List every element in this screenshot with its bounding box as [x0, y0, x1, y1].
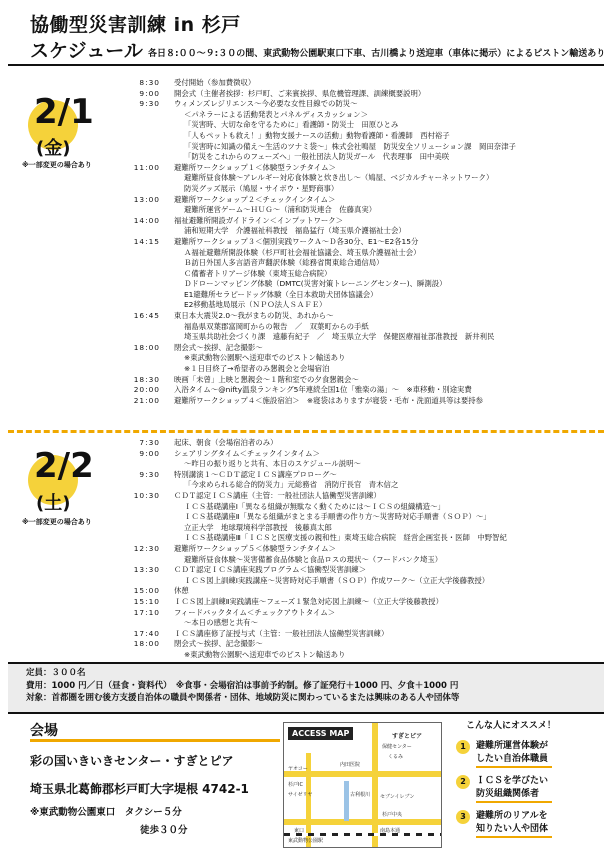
venue-underline [30, 739, 280, 742]
schedule-time: 10:30 [133, 490, 160, 500]
schedule-row [100, 78, 516, 89]
header-divider [8, 64, 604, 66]
schedule-time [100, 184, 174, 195]
day2-date: 2/2 [34, 446, 94, 486]
schedule-text: ＩＣＳ基礎講座Ⅲ「ＩＣＳと医療支援の親和性」東埼玉総合病院 経営企画室長・医師 中野智紀 [184, 533, 507, 543]
recommend-line: 避難所のリアルを [476, 811, 548, 821]
number-badge: 3 [456, 810, 470, 824]
schedule-row [100, 269, 516, 280]
map-label: サイゼリヤ [288, 792, 313, 798]
schedule-text: 起床、朝食（会場宿泊者のみ） [174, 438, 278, 447]
recommend-line: ＩＣＳを学びたい [476, 776, 549, 786]
schedule-time: 11:00 [133, 162, 160, 172]
target-text: 対象：首都圏を囲む後方支援自治体の職員や関係者・団体、地域防災に関わっているまたは興味のある人や団体等 [26, 693, 460, 703]
schedule-text: 閉会式〜挨拶、記念撮影〜 [174, 342, 263, 352]
venue-access-taxi: ※東武動物公園東口 タクシー５分 [30, 807, 182, 818]
map-label: セブンイレブン [380, 794, 415, 800]
recommend-line: したい自治体職員 [476, 754, 549, 764]
schedule-text: 避難所運営ゲーム〜ＨＵＧ〜（浦和防災連合 佐藤真実） [184, 205, 377, 215]
map-label: 南島本通 [380, 828, 401, 834]
recommend-underline [476, 801, 552, 803]
schedule-time [100, 300, 174, 311]
schedule-text: 「災害時、大切な命を守るために」看護師・防災士 田原ひとみ [184, 120, 399, 130]
schedule-row [100, 279, 516, 290]
schedule-time: 14:00 [133, 215, 160, 225]
schedule-text: ＩＣＳ図上訓練Ⅱ実践講座〜フェーズ１緊急対応図上訓練〜（立正大学後藤教授） [174, 596, 443, 606]
schedule-row [100, 152, 516, 163]
schedule-time: 13:30 [133, 565, 160, 575]
recommend-heading: こんな人にオススメ！ [466, 721, 556, 731]
schedule-heading: スケジュール [30, 40, 143, 62]
schedule-text: 「災害時に知識の備え〜生活のツナミ袋〜」株式会社鳴屋 防災安全ソリューション課 岡田奈津子 [184, 141, 516, 151]
schedule-row [100, 586, 507, 597]
schedule-time [100, 226, 174, 237]
schedule-row [100, 163, 516, 174]
day1-weekday: (金) [36, 138, 71, 159]
schedule-row [100, 576, 507, 587]
map-river [344, 781, 349, 821]
schedule-time [100, 618, 174, 629]
schedule-time [100, 512, 174, 523]
access-map [283, 722, 442, 848]
schedule-time: 9:00 [139, 88, 160, 98]
schedule-row [100, 89, 516, 100]
schedule-row [100, 173, 516, 184]
schedule-text: 〜昨日の振り返りと共有、本日のスケジュール説明〜 [184, 459, 361, 469]
schedule-time: 15:00 [133, 586, 160, 596]
schedule-text: 避難所ワークショップ１＜体験型ランチタイム＞ [174, 162, 336, 172]
schedule-time: 8:30 [139, 78, 160, 87]
schedule-time: 18:30 [133, 374, 160, 384]
schedule-time: 18:00 [133, 342, 160, 352]
schedule-text: E2移動基地局展示（ＮＰＯ法人ＳＡＦＥ） [184, 300, 327, 310]
recommend-line: 避難所運営体験が [476, 741, 549, 751]
schedule-time: 14:15 [133, 236, 160, 246]
schedule-row [100, 205, 516, 216]
schedule-text: 映画「未曾」上映と懇親会〜１階和室での夕食懇親会〜 [174, 374, 359, 384]
schedule-time [100, 152, 174, 163]
schedule-time [100, 279, 174, 290]
schedule-row [100, 470, 507, 481]
schedule-time [100, 502, 174, 513]
schedule-row [100, 343, 516, 354]
schedule-row [100, 650, 507, 661]
schedule-time [100, 533, 174, 544]
schedule-row [100, 385, 516, 396]
schedule-row [100, 502, 507, 513]
number-badge: 1 [456, 740, 470, 754]
schedule-time: 18:00 [133, 639, 160, 649]
schedule-row [100, 396, 516, 407]
schedule-time [100, 353, 174, 364]
schedule-row [100, 237, 516, 248]
schedule-time: 17:10 [133, 607, 160, 617]
recommend-line: 知りたい人や団体 [476, 824, 549, 834]
day2-schedule [100, 438, 507, 660]
schedule-text: 開会式（主催者挨拶：杉戸町、ご来賓挨拶、県危機管理課、訓練概要説明） [174, 88, 426, 98]
schedule-text: 埼玉県共助社会づくり課 遠藤有紀子 ／ 埼玉県立大学 保健医療福祉部准教授 新井利民 [184, 332, 495, 342]
schedule-text: Ｂ訪日外国人多言語音声翻訳体験（総務省関東総合通信局） [184, 258, 384, 268]
schedule-time: 9:30 [139, 469, 160, 479]
map-label: ヤオコー [288, 766, 308, 772]
schedule-row [100, 608, 507, 619]
schedule-time [100, 110, 174, 121]
schedule-text: 避難所ワークショップ３＜個別実践ワークＡ〜Ｄ各30分、E1〜E2各15分 [174, 236, 419, 246]
map-label: くるみ [388, 754, 404, 760]
schedule-row [100, 364, 516, 375]
venue-name: 彩の国いきいきセンター・すぎとピア [30, 754, 234, 768]
schedule-text: 避難所ワークショップ４＜施設宿泊＞ ※寝袋はありますが寝袋・毛布・洗面道具等は要持参 [174, 395, 484, 405]
map-railway [284, 833, 441, 836]
schedule-time [100, 332, 174, 343]
schedule-row [100, 332, 516, 343]
schedule-row [100, 322, 516, 333]
venue-access-walk: 徒歩３０分 [140, 825, 188, 836]
schedule-row [100, 195, 516, 206]
schedule-text: 特別講演１〜ＣＤＴ認定ＩＣＳ講座プロローグ〜 [174, 469, 337, 479]
schedule-text: 〜本日の感想と共有〜 [184, 618, 258, 628]
schedule-text: ＩＣＳ講座修了証授与式（主管：一般社団法人協働型災害訓練） [174, 628, 389, 638]
schedule-time [100, 258, 174, 269]
schedule-text: ＩＣＳ基礎講座Ⅱ「異なる組織がまとまる手順書の作り方〜災害時対応手順書（ＳＯＰ）〜」 [184, 512, 491, 522]
day-divider [8, 430, 604, 433]
schedule-time [100, 555, 174, 566]
schedule-row [100, 300, 516, 311]
schedule-text: 福祉避難所開設ガイドライン＜インプットワーク＞ [174, 215, 344, 225]
schedule-row [100, 512, 507, 523]
schedule-text: 受付開始（参加費徴収） [174, 78, 256, 87]
schedule-text: 休憩 [174, 586, 189, 596]
schedule-time [100, 142, 174, 153]
fee-text: 費用：1000 円／日（昼食・資料代） ※食事・会場宿泊は事前予約制。修了証発行＋1000 円、夕食＋1000 円 [26, 680, 459, 691]
schedule-text: 入浴タイム〜@nifty温泉ランキング5年連続全国1位「雅楽の湯」〜 ※車移動・別途実費 [174, 385, 472, 395]
schedule-row [100, 142, 516, 153]
schedule-text: 防災グッズ展示（鳩屋・サイボウ・星野商事） [184, 183, 339, 193]
schedule-text: ＜パネラーによる活動発表とパネルディスカッション＞ [184, 109, 368, 119]
schedule-row [100, 491, 507, 502]
schedule-time [100, 205, 174, 216]
schedule-time [100, 523, 174, 534]
map-road [372, 723, 378, 847]
schedule-row [100, 248, 516, 259]
day2-weekday: (土) [36, 493, 71, 514]
map-title: ACCESS MAP [288, 727, 353, 740]
header [30, 14, 241, 36]
schedule-row [100, 438, 507, 449]
schedule-time [100, 120, 174, 131]
day1-date: 2/1 [34, 92, 94, 132]
schedule-time: 17:40 [133, 628, 160, 638]
schedule-row [100, 459, 507, 470]
map-label: 保健センター [382, 744, 412, 750]
schedule-time: 16:45 [133, 311, 160, 321]
schedule-text: 避難所昼食体験〜アレルギー対応食体験と炊き出し〜（鳩屋、ベジカルチャーネットワーク） [184, 173, 494, 183]
schedule-text: ＣＤＴ認定ＩＣＳ講座実践プログラム＜協働型災害訓練＞ [174, 565, 367, 575]
schedule-row [100, 99, 516, 110]
schedule-row [100, 618, 507, 629]
schedule-time: 7:30 [139, 438, 160, 447]
schedule-row [100, 258, 516, 269]
day2-note: ※一部変更の場合あり [22, 518, 92, 526]
schedule-row [100, 597, 507, 608]
schedule-time [100, 248, 174, 259]
schedule-text: ※１日目終了→希望者のみ懇親会と会場宿泊 [184, 364, 330, 374]
schedule-row [100, 110, 516, 121]
schedule-text: 避難所ワークショップ５＜体験型ランチタイム＞ [174, 543, 336, 553]
venue-heading: 会場 [30, 723, 58, 739]
page-title: 協働型災害訓練 in 杉戸 [30, 14, 241, 36]
schedule-time [100, 290, 174, 301]
schedule-text: 「人もペットも救え！」動物支援ナースの活動」動物看護師・看護師 西村裕子 [184, 130, 450, 140]
venue-address: 埼玉県北葛飾郡杉戸町大字堤根 4742-1 [30, 782, 249, 796]
schedule-time [100, 480, 174, 491]
schedule-text: ※東武動物公園駅へ送迎車でのピストン輸送あり [184, 353, 346, 363]
schedule-row [100, 480, 507, 491]
schedule-text: フィードバックタイム＜チェックアウトタイム＞ [174, 607, 336, 617]
schedule-row [100, 226, 516, 237]
schedule-text: 立正大学 地球環境科学部教授 後藤真太郎 [184, 522, 332, 532]
schedule-text: シェアリングタイム＜チェックインタイム＞ [174, 448, 320, 458]
schedule-text: 「防災をこれからのフェーズへ」一般社団法人防災ガール 代表理事 田中美咲 [184, 152, 450, 162]
map-label: 古利根川 [350, 792, 371, 798]
schedule-time [100, 364, 174, 375]
schedule-time [100, 576, 174, 587]
schedule-row [100, 629, 507, 640]
capacity-text: 定員：３００名 [26, 668, 86, 678]
day1-schedule [100, 78, 516, 406]
schedule-time [100, 131, 174, 142]
map-label: 杉戸中央 [382, 812, 403, 818]
schedule-text: 閉会式〜挨拶、記念撮影〜 [174, 639, 263, 649]
schedule-text: ＩＣＳ図上訓練Ⅰ実践講座〜災害時対応手順書（ＳＯＰ）作成ワーク〜（立正大学後藤教授） [184, 575, 490, 585]
recommend-underline [476, 766, 552, 768]
schedule-text: Ｃ備蓄者トリアージ体験（東埼玉総合病院） [184, 268, 332, 278]
schedule-text: ＩＣＳ基礎講座Ⅰ「異なる組織が無駄なく動くためには〜ＩＣＳの組織構造〜」 [184, 501, 445, 511]
schedule-text: ＣＤＴ認定ＩＣＳ講座（主管：一般社団法人協働型災害訓練） [174, 490, 381, 500]
schedule-time: 21:00 [133, 395, 160, 405]
schedule-row [100, 353, 516, 364]
schedule-row [100, 533, 507, 544]
schedule-text: 避難所昼食体験〜災害備蓄食品体験と食品ロスの現状〜（フードバンク埼玉） [184, 554, 443, 564]
schedule-time: 20:00 [133, 385, 160, 395]
schedule-row [100, 523, 507, 534]
schedule-time [100, 459, 174, 470]
schedule-text: ※東武動物公園駅へ送迎車でのピストン輸送あり [184, 649, 346, 659]
schedule-text: 東日本大震災2.0〜我がまちの防災、あれから〜 [174, 311, 334, 321]
map-label: 杉戸IC [288, 782, 303, 788]
schedule-text: 浦和短期大学 介護福祉科教授 福島猛行（埼玉県介護福祉士会） [184, 226, 406, 236]
schedule-time [100, 173, 174, 184]
schedule-text: ウィメンズレジリエンス〜今必要な女性目線での防災〜 [174, 99, 358, 109]
number-badge: 2 [456, 775, 470, 789]
schedule-row [100, 311, 516, 322]
schedule-time: 12:30 [133, 543, 160, 553]
schedule-row [100, 555, 507, 566]
schedule-row [100, 565, 507, 576]
day1-note: ※一部変更の場合あり [22, 161, 92, 169]
schedule-text: Ｄドローンマッピング体験（DMTC(災害対策トレーニングセンター)、瞬測設） [184, 279, 447, 289]
schedule-row [100, 184, 516, 195]
schedule-row [100, 131, 516, 142]
schedule-time [100, 650, 174, 661]
schedule-row [100, 290, 516, 301]
schedule-time: 9:30 [139, 99, 160, 109]
fees-box [8, 662, 604, 714]
map-label: 東武動物公園駅 [288, 838, 324, 844]
shuttle-notice: 各日８:００〜９:３０の間、東武動物公園駅東口下車、古川橋より送迎車（車体に掲示）によるピストン輸送あり [148, 49, 606, 59]
map-label: 東口 [294, 828, 305, 834]
recommend-underline [476, 836, 552, 838]
schedule-time [100, 322, 174, 333]
schedule-time: 9:00 [139, 448, 160, 458]
schedule-text: 福島県双葉郡富岡町からの報告 ／ 双葉町からの手紙 [184, 321, 369, 331]
schedule-row [100, 120, 516, 131]
schedule-time: 13:00 [133, 194, 160, 204]
recommend-line: 防災組織関係者 [476, 789, 540, 799]
schedule-row [100, 375, 516, 386]
schedule-time: 15:10 [133, 596, 160, 606]
schedule-text: 「今求められる総合的防災力」元総務省 消防庁長官 青木信之 [184, 480, 399, 490]
schedule-text: Ａ福祉避難所開設体験（杉戸町社会福祉協議会、埼玉県介護福祉士会） [184, 247, 421, 257]
schedule-row [100, 639, 507, 650]
schedule-row [100, 216, 516, 227]
schedule-time [100, 269, 174, 280]
schedule-row [100, 449, 507, 460]
schedule-text: 避難所ワークショップ２＜チェックインタイム＞ [174, 194, 336, 204]
schedule-row [100, 544, 507, 555]
schedule-text: E1避難所セラピードッグ体験（全日本救助犬団体協議会） [184, 289, 378, 299]
map-label: すぎとピア [392, 733, 423, 740]
map-label: 内田医院 [340, 762, 361, 768]
